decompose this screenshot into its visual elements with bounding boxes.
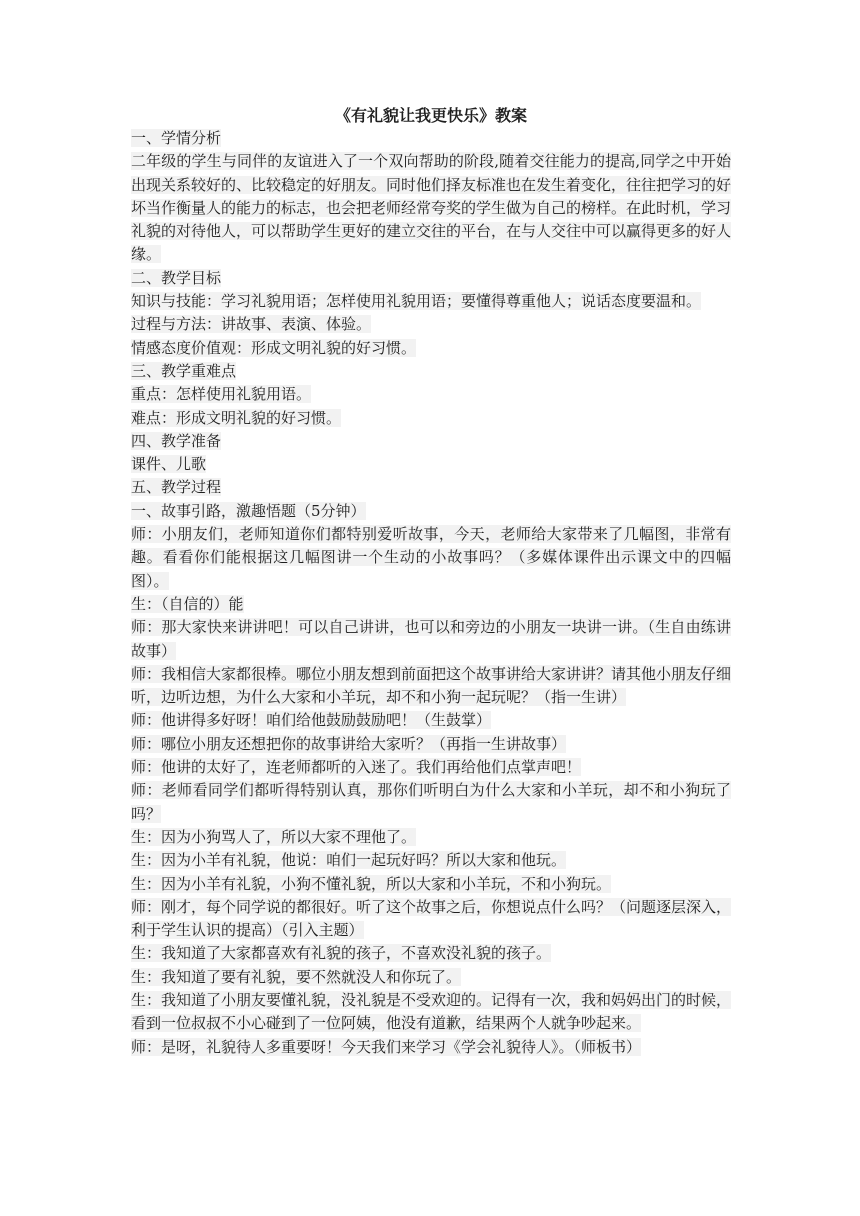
paragraph: [131, 849, 731, 872]
paragraph-text: 生：因为小羊有礼貌，他说：咱们一起玩好吗？所以大家和他玩。: [131, 851, 567, 870]
paragraph: [131, 337, 731, 360]
paragraph: [131, 1036, 731, 1059]
paragraph: [131, 826, 731, 849]
paragraph: [131, 733, 731, 756]
paragraph-text: 师：小朋友们，老师知道你们都特别爱听故事，今天，老师给大家带来了几幅图，非常有趣。看看你们能根据这几幅图讲一个生动的小故事吗？（多媒体课件出示课文中的四幅图）。: [131, 525, 731, 590]
paragraph-text: 二年级的学生与同伴的友谊进入了一个双向帮助的阶段,随着交往能力的提高,同学之中开始出现关系较好的、比较稳定的好朋友。同时他们择友标准也在发生着变化，往往把学习的好坏当作衡量人的能力的标志，也会把老师经常夸奖的学生做为自己的榜样。在此时机，学习礼貌的对待他人，可以帮助学生更好的建立交往的平台，在与人交往中可以赢得更多的好人缘。: [131, 152, 732, 264]
paragraph-text: 师：他讲得多好呀！咱们给他鼓励鼓励吧！（生鼓掌）: [131, 711, 492, 730]
paragraph: [131, 150, 731, 266]
paragraph-text: 生：因为小狗骂人了，所以大家不理他了。: [131, 827, 417, 846]
document-page: [131, 104, 731, 1059]
paragraph: [131, 523, 731, 593]
paragraph-text: 生：我知道了大家都喜欢有礼貌的孩子，不喜欢没礼貌的孩子。: [131, 944, 552, 963]
paragraph: [131, 966, 731, 989]
paragraph: [131, 616, 731, 663]
paragraph: [131, 500, 731, 523]
paragraph-text: 重点：怎样使用礼貌用语。: [131, 385, 312, 404]
paragraph: [131, 383, 731, 406]
paragraph-text: 生：（自信的）能: [131, 594, 244, 613]
paragraph: [131, 756, 731, 779]
paragraph: [131, 942, 731, 965]
document-body: [131, 127, 731, 1059]
paragraph-text: 师：他讲的太好了，连老师都听的入迷了。我们再给他们点掌声吧！: [131, 758, 582, 777]
paragraph-text: 课件、儿歌: [131, 455, 207, 474]
paragraph: [131, 779, 731, 826]
paragraph-text: 难点：形成文明礼貌的好习惯。: [131, 408, 342, 427]
paragraph-text: 情感态度价值观：形成文明礼貌的好习惯。: [131, 338, 417, 357]
paragraph-text: 三、教学重难点: [131, 361, 237, 380]
paragraph: [131, 127, 731, 150]
document-title: 《有礼貌让我更快乐》教案: [334, 106, 527, 125]
paragraph: [131, 663, 731, 710]
paragraph: [131, 430, 731, 453]
paragraph-text: 生：我知道了要有礼貌，要不然就没人和你玩了。: [131, 967, 462, 986]
paragraph: [131, 290, 731, 313]
paragraph: [131, 896, 731, 943]
paragraph-text: 师：我相信大家都很棒。哪位小朋友想到前面把这个故事讲给大家讲讲？请其他小朋友仔细听，边听边想，为什么大家和小羊玩，却不和小狗一起玩呢？（指一生讲）: [131, 664, 732, 707]
paragraph-text: 师：那大家快来讲讲吧！可以自己讲讲，也可以和旁边的小朋友一块讲一讲。（生自由练讲故事）: [131, 618, 731, 660]
paragraph-text: 生：我知道了小朋友要懂礼貌，没礼貌是不受欢迎的。记得有一次，我和妈妈出门的时候，看到一位叔叔不小心碰到了一位阿姨，他没有道歉，结果两个人就争吵起来。: [131, 990, 732, 1033]
paragraph-text: 师：刚才，每个同学说的都很好。听了这个故事之后，你想说点什么吗？（问题逐层深入，利于学生认识的提高）（引入主题）: [131, 897, 732, 940]
paragraph: [131, 873, 731, 896]
paragraph: [131, 476, 731, 499]
paragraph-text: 五、教学过程: [131, 478, 222, 497]
paragraph: [131, 593, 731, 616]
paragraph: [131, 267, 731, 290]
paragraph-text: 二、教学目标: [131, 268, 222, 287]
paragraph-text: 过程与方法：讲故事、表演、体验。: [131, 315, 372, 334]
paragraph: [131, 709, 731, 732]
paragraph-text: 一、故事引路，激趣悟题（5分钟）: [131, 501, 366, 520]
paragraph: [131, 989, 731, 1036]
paragraph: [131, 453, 731, 476]
paragraph-text: 生：因为小羊有礼貌，小狗不懂礼貌，所以大家和小羊玩，不和小狗玩。: [131, 874, 612, 893]
paragraph-text: 一、学情分析: [131, 129, 222, 147]
paragraph: [131, 313, 731, 336]
paragraph-text: 师：老师看同学们都听得特别认真，那你们听明白为什么大家和小羊玩，却不和小狗玩了吗？: [131, 781, 731, 823]
paragraph: [131, 360, 731, 383]
paragraph-text: 师：哪位小朋友还想把你的故事讲给大家听？（再指一生讲故事）: [131, 734, 567, 753]
paragraph-text: 师：是呀，礼貌待人多重要呀！今天我们来学习《学会礼貌待人》。（师板书）: [131, 1037, 642, 1056]
paragraph-text: 四、教学准备: [131, 431, 222, 450]
paragraph: [131, 407, 731, 430]
paragraph-text: 知识与技能：学习礼貌用语；怎样使用礼貌用语；要懂得尊重他人；说话态度要温和。: [131, 292, 702, 311]
